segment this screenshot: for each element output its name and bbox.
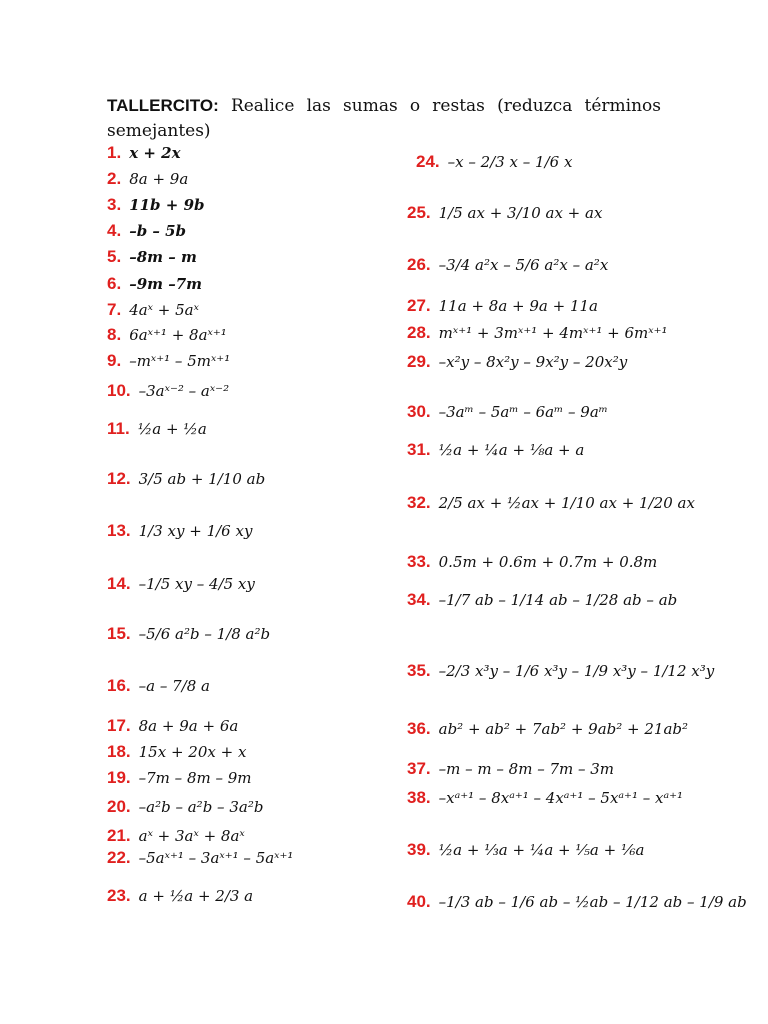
exercise-number: 22. [107, 848, 131, 867]
exercise-number: 23. [107, 886, 131, 905]
exercise-number: 11. [107, 419, 130, 438]
expression: –mˣ⁺¹ – 5mˣ⁺¹ [129, 352, 231, 370]
exercise-number: 26. [407, 255, 431, 274]
exercise-number: 14. [107, 574, 131, 593]
exercise-31 [407, 440, 584, 460]
exercise-number: 38. [407, 788, 431, 807]
exercise-4 [107, 221, 186, 241]
exercise-13 [107, 521, 252, 541]
exercise-number: 40. [407, 892, 431, 911]
exercise-number: 2. [107, 169, 122, 188]
exercise-17 [107, 716, 238, 736]
exercise-40 [407, 892, 747, 912]
exercise-26 [407, 255, 608, 275]
expression: 15x + 20x + x [138, 743, 247, 761]
exercise-number: 17. [107, 716, 131, 735]
exercise-27 [407, 296, 598, 316]
exercise-number: 28. [407, 323, 431, 342]
exercise-number: 3. [107, 195, 122, 214]
exercise-33 [407, 552, 657, 572]
exercise-number: 1. [107, 143, 122, 162]
exercise-12 [107, 469, 265, 489]
exercise-19 [107, 768, 252, 788]
expression: –b – 5b [129, 222, 187, 240]
expression: –9m –7m [129, 275, 203, 293]
exercise-5 [107, 247, 197, 267]
expression: –1/7 ab – 1/14 ab – 1/28 ab – ab [438, 591, 678, 609]
exercise-number: 4. [107, 221, 122, 240]
expression: ½a + ½a [137, 420, 207, 438]
exercise-number: 16. [107, 676, 131, 695]
expression: 2/5 ax + ½ax + 1/10 ax + 1/20 ax [438, 494, 695, 512]
expression: 11b + 9b [129, 196, 205, 214]
exercise-number: 15. [107, 624, 131, 643]
expression: –8m – m [129, 248, 197, 266]
expression: 6aˣ⁺¹ + 8aˣ⁺¹ [129, 326, 227, 344]
exercise-number: 36. [407, 719, 431, 738]
exercise-16 [107, 676, 210, 696]
exercise-number: 12. [107, 469, 131, 488]
expression: –7m – 8m – 9m [138, 769, 252, 787]
expression: 0.5m + 0.6m + 0.7m + 0.8m [438, 553, 658, 571]
expression: –3aᵐ – 5aᵐ – 6aᵐ – 9aᵐ [438, 403, 608, 421]
expression: –1/5 xy – 4/5 xy [138, 575, 255, 593]
expression: 3/5 ab + 1/10 ab [138, 470, 266, 488]
expression: a + ½a + 2/3 a [138, 887, 254, 905]
expression: 8a + 9a + 6a [138, 717, 239, 735]
exercise-2 [107, 169, 188, 189]
exercise-32 [407, 493, 695, 513]
exercise-11 [107, 419, 207, 439]
exercise-14 [107, 574, 255, 594]
expression: –3/4 a²x – 5/6 a²x – a²x [438, 256, 609, 274]
exercise-number: 7. [107, 300, 122, 319]
exercise-3 [107, 195, 205, 215]
exercise-number: 5. [107, 247, 122, 266]
expression: –x – 2/3 x – 1/6 x [447, 153, 573, 171]
expression: x + 2x [129, 144, 181, 162]
exercise-number: 32. [407, 493, 431, 512]
exercise-number: 31. [407, 440, 431, 459]
exercise-number: 33. [407, 552, 431, 571]
exercise-number: 24. [416, 152, 440, 171]
exercise-18 [107, 742, 246, 762]
exercise-21 [107, 826, 245, 846]
exercise-number: 19. [107, 768, 131, 787]
exercise-number: 30. [407, 402, 431, 421]
exercise-7 [107, 300, 199, 320]
exercise-number: 6. [107, 274, 122, 293]
exercise-20 [107, 797, 263, 817]
exercise-number: 9. [107, 351, 122, 370]
exercise-9 [107, 351, 230, 371]
exercise-6 [107, 274, 202, 294]
expression: –5/6 a²b – 1/8 a²b [138, 625, 271, 643]
exercise-number: 20. [107, 797, 131, 816]
exercise-number: 13. [107, 521, 131, 540]
exercise-number: 35. [407, 661, 431, 680]
exercise-28 [407, 323, 668, 343]
exercise-36 [407, 719, 688, 739]
expression: 1/3 xy + 1/6 xy [138, 522, 253, 540]
exercise-10 [107, 381, 229, 401]
exercise-number: 25. [407, 203, 431, 222]
expression: aˣ + 3aˣ + 8aˣ [138, 827, 245, 845]
exercise-number: 8. [107, 325, 122, 344]
worksheet-title: TALLERCITO: [107, 96, 219, 115]
exercise-38 [407, 788, 683, 808]
expression: 8a + 9a [129, 170, 189, 188]
expression: ab² + ab² + 7ab² + 9ab² + 21ab² [438, 720, 689, 738]
exercise-number: 10. [107, 381, 131, 400]
instruction-text: Realice las sumas o restas (reduzca términos semejantes) [107, 96, 662, 141]
expression: mˣ⁺¹ + 3mˣ⁺¹ + 4mˣ⁺¹ + 6mˣ⁺¹ [438, 324, 668, 342]
exercise-8 [107, 325, 227, 345]
expression: –3aˣ⁻² – aˣ⁻² [138, 382, 230, 400]
expression: 1/5 ax + 3/10 ax + ax [438, 204, 603, 222]
exercise-37 [407, 759, 614, 779]
exercise-34 [407, 590, 677, 610]
exercise-15 [107, 624, 270, 644]
exercise-number: 27. [407, 296, 431, 315]
expression: ½a + ⅓a + ¼a + ⅕a + ⅙a [438, 841, 645, 859]
expression: –xᵃ⁺¹ – 8xᵃ⁺¹ – 4xᵃ⁺¹ – 5xᵃ⁺¹ – xᵃ⁺¹ [438, 789, 684, 807]
exercise-number: 39. [407, 840, 431, 859]
exercise-35 [407, 661, 714, 681]
exercise-30 [407, 402, 608, 422]
exercise-23 [107, 886, 253, 906]
expression: –m – m – 8m – 7m – 3m [438, 760, 615, 778]
exercise-number: 34. [407, 590, 431, 609]
exercise-25 [407, 203, 602, 223]
expression: ½a + ¼a + ⅛a + a [438, 441, 585, 459]
expression: –5aˣ⁺¹ – 3aˣ⁺¹ – 5aˣ⁺¹ [138, 849, 294, 867]
exercise-number: 18. [107, 742, 131, 761]
expression: –x²y – 8x²y – 9x²y – 20x²y [438, 353, 628, 371]
instructions [107, 93, 661, 144]
exercise-22 [107, 848, 293, 868]
exercise-29 [407, 352, 627, 372]
exercise-number: 21. [107, 826, 131, 845]
exercise-number: 37. [407, 759, 431, 778]
exercise-24 [416, 152, 572, 172]
exercise-number: 29. [407, 352, 431, 371]
expression: 4aˣ + 5aˣ [129, 301, 199, 319]
expression: –a – 7/8 a [138, 677, 210, 695]
expression: –a²b – a²b – 3a²b [138, 798, 264, 816]
expression: –1/3 ab – 1/6 ab – ½ab – 1/12 ab – 1/9 ab [438, 893, 747, 911]
expression: 11a + 8a + 9a + 11a [438, 297, 598, 315]
exercise-39 [407, 840, 644, 860]
exercise-1 [107, 143, 181, 163]
expression: –2/3 x³y – 1/6 x³y – 1/9 x³y – 1/12 x³y [438, 662, 715, 680]
